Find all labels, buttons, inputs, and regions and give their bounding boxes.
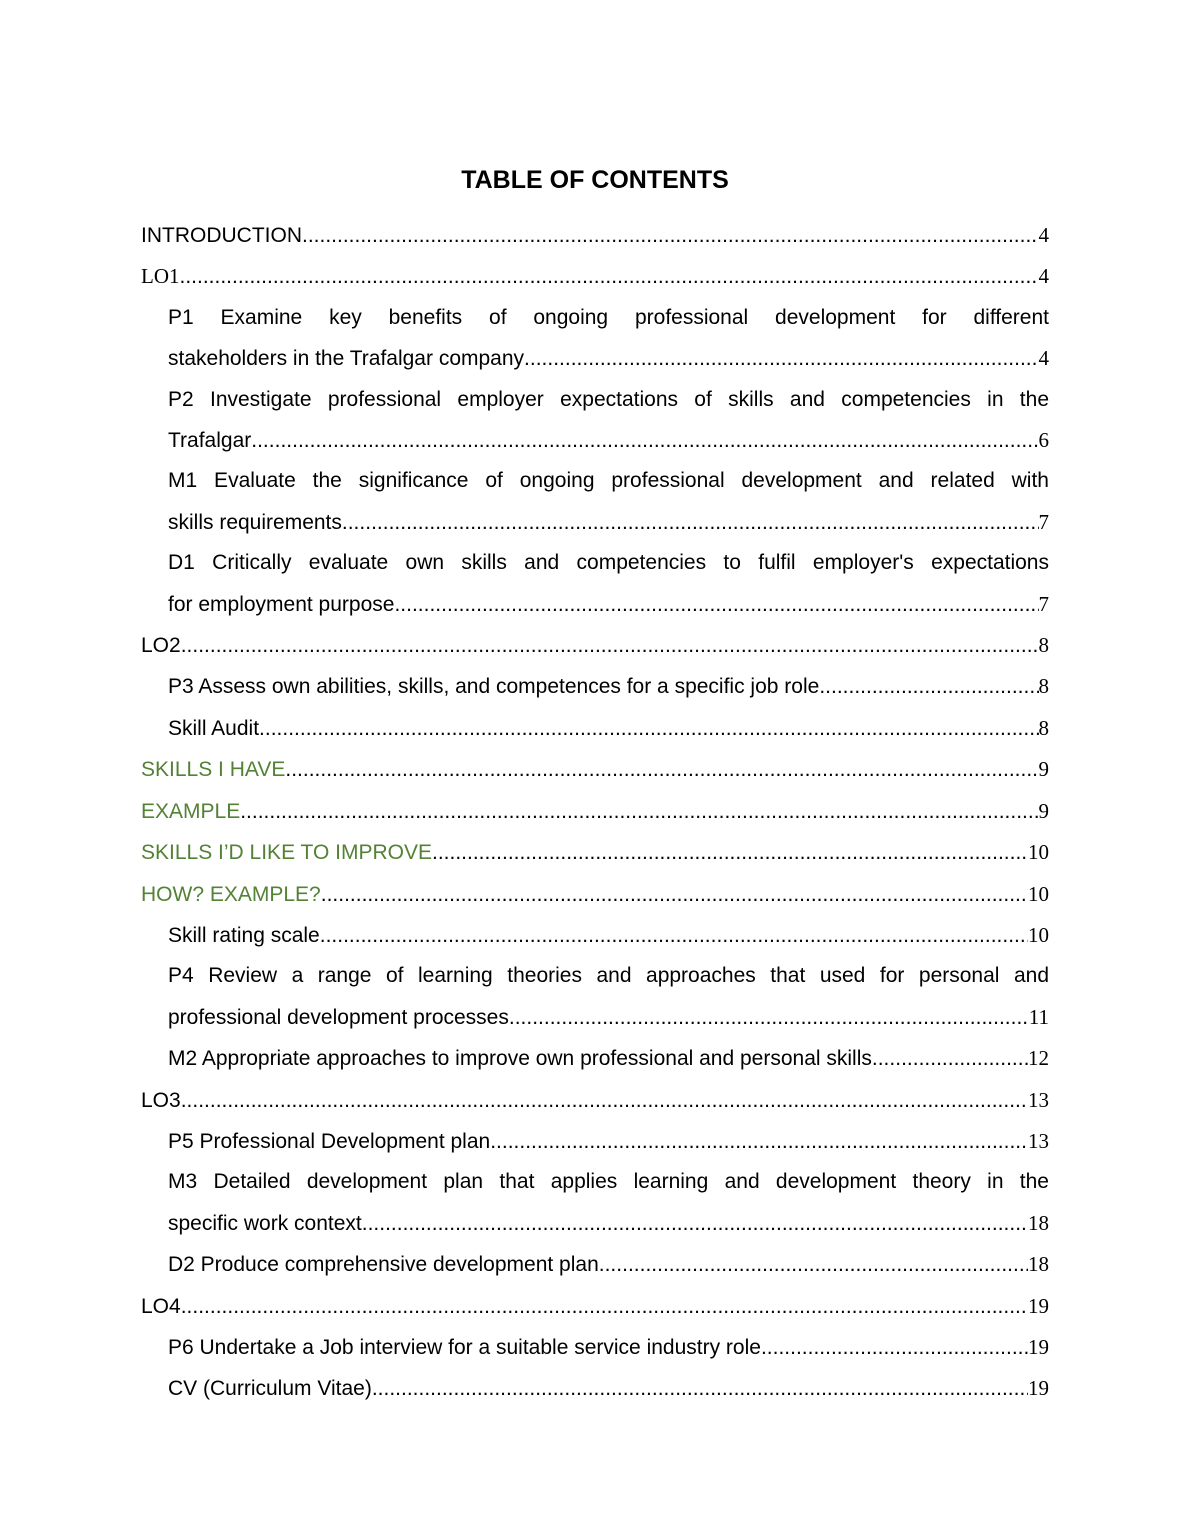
toc-page-number: 13 <box>1028 1087 1049 1112</box>
toc-entry-line <box>141 1080 1049 1121</box>
toc-entry-line <box>168 1368 1049 1409</box>
toc-entry-title: P3 Assess own abilities, skills, and competences for a specific job role <box>168 675 820 699</box>
toc-entry[interactable] <box>141 749 1049 790</box>
dot-leader <box>362 1204 1028 1244</box>
toc-entry[interactable] <box>141 461 1049 543</box>
toc-page-number: 8 <box>1038 674 1049 699</box>
toc-entry-line <box>168 1327 1049 1368</box>
toc-entry-title: D2 Produce comprehensive development plan <box>168 1253 599 1277</box>
toc-entry-line <box>168 502 1049 543</box>
toc-entry-line <box>168 915 1049 956</box>
toc-entry-title: LO2 <box>141 634 181 658</box>
toc-entry-line <box>168 1121 1049 1162</box>
toc-page-number: 7 <box>1038 591 1049 616</box>
toc-entry-title: skills requirements <box>168 510 342 534</box>
toc-entry[interactable] <box>141 874 1049 915</box>
toc-page-number: 9 <box>1038 757 1049 782</box>
toc-page-number: 9 <box>1038 798 1049 823</box>
dot-leader <box>394 585 1038 625</box>
toc-entry[interactable] <box>141 215 1049 256</box>
toc-entry-title: stakeholders in the Trafalgar company <box>168 347 525 371</box>
toc-entry-line <box>168 1203 1049 1244</box>
dot-leader <box>320 916 1028 956</box>
dot-leader <box>372 1369 1028 1409</box>
toc-entry-line <box>168 666 1049 707</box>
toc-page-number: 18 <box>1028 1252 1049 1277</box>
toc-entry-wrapped-line: M3 Detailed development plan that applies learning and development theory in the <box>168 1170 1049 1194</box>
dot-leader <box>302 216 1039 256</box>
toc-page-number: 8 <box>1038 633 1049 658</box>
toc-entry[interactable] <box>141 666 1049 707</box>
dot-leader <box>509 998 1029 1038</box>
toc-entry-line <box>168 420 1049 461</box>
toc-page-number: 8 <box>1038 715 1049 740</box>
toc-page-number: 7 <box>1038 509 1049 534</box>
toc-page-number: 19 <box>1028 1293 1049 1318</box>
toc-entry-line <box>141 832 1049 873</box>
toc-entry[interactable] <box>141 256 1049 297</box>
toc-entry-line <box>168 584 1049 625</box>
toc-page-number: 4 <box>1038 346 1049 371</box>
toc-entry[interactable] <box>141 543 1049 625</box>
toc-entry[interactable] <box>141 298 1049 380</box>
toc-entry-line <box>141 256 1049 297</box>
toc-entry-line <box>168 997 1049 1038</box>
dot-leader <box>599 1245 1028 1285</box>
toc-page-number: 19 <box>1028 1376 1049 1401</box>
toc-entry-title: INTRODUCTION <box>141 224 302 247</box>
toc-page-number: 12 <box>1028 1046 1049 1071</box>
dot-leader <box>761 1328 1028 1368</box>
dot-leader <box>181 1287 1028 1327</box>
toc-page-number: 19 <box>1028 1334 1049 1359</box>
toc-entry-line <box>168 338 1049 379</box>
toc-entry-title: EXAMPLE <box>141 799 241 823</box>
dot-leader <box>181 1081 1028 1121</box>
toc-entry-title: LO4 <box>141 1294 181 1318</box>
toc-entry-title: Skill Audit <box>168 716 260 740</box>
toc-entry[interactable] <box>141 625 1049 666</box>
toc-entry[interactable] <box>141 1162 1049 1244</box>
toc-page-number: 13 <box>1028 1128 1049 1153</box>
toc-page-number: 10 <box>1028 881 1049 906</box>
toc-entry[interactable] <box>141 380 1049 462</box>
toc-entry[interactable] <box>141 1080 1049 1121</box>
toc-entry[interactable] <box>141 791 1049 832</box>
toc-title: TABLE OF CONTENTS <box>461 166 729 194</box>
toc-entry-title: HOW? EXAMPLE? <box>141 882 321 906</box>
toc-entry-title: Trafalgar <box>168 429 252 453</box>
toc-entry[interactable] <box>141 915 1049 956</box>
dot-leader <box>524 339 1038 379</box>
toc-page-number: 10 <box>1028 840 1049 865</box>
toc-entry-title: SKILLS I’D LIKE TO IMPROVE <box>141 841 432 865</box>
dot-leader <box>819 667 1038 707</box>
dot-leader <box>285 750 1038 790</box>
dot-leader <box>240 792 1038 832</box>
toc-entry-title: Skill rating scale <box>168 923 320 947</box>
toc-entry[interactable] <box>141 1038 1049 1079</box>
toc-entry-line <box>141 749 1049 790</box>
toc-entry-title: LO3 <box>141 1088 181 1112</box>
dot-leader <box>321 875 1028 915</box>
toc-page-number: 18 <box>1028 1210 1049 1235</box>
toc-entry-wrapped-line: P4 Review a range of learning theories and approaches that used for personal and <box>168 964 1049 988</box>
toc-entry[interactable] <box>141 1327 1049 1368</box>
toc-entry-title: CV (Curriculum Vitae) <box>168 1377 372 1401</box>
toc-entry-line <box>168 708 1049 749</box>
toc-entry-line <box>141 625 1049 666</box>
toc-entry[interactable] <box>141 1368 1049 1409</box>
toc-page-number: 11 <box>1028 1004 1049 1029</box>
toc-entry[interactable] <box>141 708 1049 749</box>
toc-entry-title: P6 Undertake a Job interview for a suitable service industry role <box>168 1335 761 1359</box>
toc-entry[interactable] <box>141 1244 1049 1285</box>
toc-entry-line <box>141 215 1049 256</box>
toc-entry-line <box>141 874 1049 915</box>
toc-entry-line <box>141 791 1049 832</box>
toc-entry-line <box>141 1286 1049 1327</box>
toc-entry-title: M2 Appropriate approaches to improve own professional and personal skills <box>168 1047 872 1071</box>
toc-page-number: 10 <box>1028 922 1049 947</box>
toc-list <box>141 215 1049 1410</box>
toc-page-number: 4 <box>1038 223 1049 247</box>
toc-page-number: 6 <box>1038 428 1049 453</box>
toc-entry-title: specific work context <box>168 1211 362 1235</box>
toc-entry[interactable] <box>141 1286 1049 1327</box>
toc-entry-wrapped-line: D1 Critically evaluate own skills and competencies to fulfil employer's expectations <box>168 551 1049 575</box>
dot-leader <box>342 503 1039 543</box>
toc-entry-line <box>168 1038 1049 1079</box>
toc-entry-line <box>168 1244 1049 1285</box>
toc-entry[interactable] <box>141 832 1049 873</box>
toc-entry-wrapped-line: M1 Evaluate the significance of ongoing professional development and related with <box>168 469 1049 493</box>
dot-leader <box>251 421 1038 461</box>
toc-entry-title: SKILLS I HAVE <box>141 758 286 782</box>
toc-entry[interactable] <box>141 956 1049 1038</box>
toc-entry-wrapped-line: P2 Investigate professional employer expectations of skills and competencies in the <box>168 387 1049 411</box>
dot-leader <box>259 709 1038 749</box>
toc-entry-title: professional development processes <box>168 1005 509 1029</box>
dot-leader <box>432 833 1028 873</box>
toc-entry-title: for employment purpose <box>168 592 395 616</box>
toc-entry-title: LO1 <box>141 264 180 289</box>
dot-leader <box>872 1039 1028 1079</box>
toc-entry-title: P5 Professional Development plan <box>168 1129 491 1153</box>
toc-entry-wrapped-line: P1 Examine key benefits of ongoing professional development for different <box>168 305 1049 329</box>
dot-leader <box>181 626 1039 666</box>
dot-leader <box>490 1122 1028 1162</box>
toc-page-number: 4 <box>1038 264 1049 289</box>
dot-leader <box>180 257 1039 297</box>
toc-entry[interactable] <box>141 1121 1049 1162</box>
